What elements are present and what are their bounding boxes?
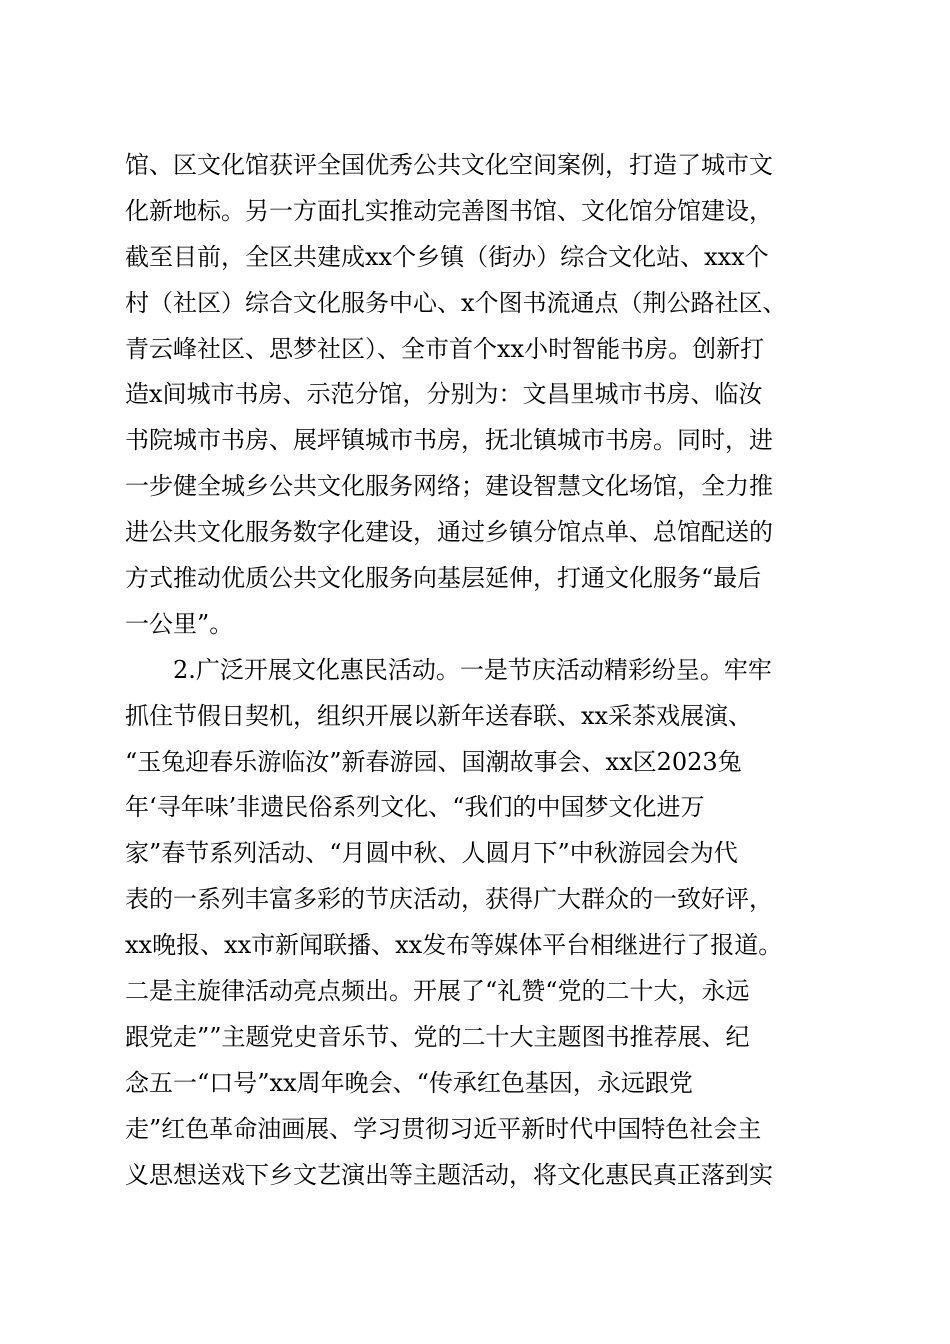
text-line: 馆、区文化馆获评全国优秀公共文化空间案例，打造了城市文 <box>125 151 773 179</box>
text-line: 走”红色革命油画展、学习贯彻习近平新时代中国特色社会主 <box>125 1114 762 1143</box>
body-text <box>125 143 825 1198</box>
text-line: 化新地标。另一方面扎实推动完善图书馆、文化馆分馆建设， <box>125 196 773 225</box>
text-line: xx晚报、xx市新闻联播、xx发布等媒体平台相继进行了报道。 <box>125 931 783 960</box>
text-line: 义思想送戏下乡文艺演出等主题活动，将文化惠民真正落到实 <box>125 1160 773 1189</box>
text-line: 一公里”。 <box>125 609 234 638</box>
text-line: 念五一“口号”xx周年晚会、“传承红色基因，永远跟党 <box>125 1068 693 1097</box>
text-line: 村（社区）综合文化服务中心、x个图书流通点（荆公路社区、 <box>125 288 787 317</box>
paragraph-start-line: 2.广泛开展文化惠民活动。一是节庆活动精彩纷呈。牢牢 <box>125 655 772 684</box>
text-line: 青云峰社区、思梦社区）、全市首个xx小时智能书房。创新打 <box>125 334 765 363</box>
text-line: 截至目前，全区共建成xx个乡镇（街办）综合文化站、xxx个 <box>125 242 769 271</box>
text-line: 家”春节系列活动、“月圆中秋、人圆月下”中秋游园会为代 <box>125 839 738 868</box>
text-line: 进公共文化服务数字化建设，通过乡镇分馆点单、总馆配送的 <box>125 518 773 547</box>
text-line: 书院城市书房、展坪镇城市书房，抚北镇城市书房。同时，进 <box>125 426 773 455</box>
text-line: “玉兔迎春乐游临汝”新春游园、国潮故事会、xx区2023兔 <box>125 747 742 776</box>
text-line: 抓住节假日契机，组织开展以新年送春联、xx采茶戏展演、 <box>125 701 753 730</box>
text-line: 一步健全城乡公共文化服务网络；建设智慧文化场馆，全力推 <box>125 472 773 501</box>
text-line: 造x间城市书房、示范分馆，分别为：文昌里城市书房、临汝 <box>125 380 763 409</box>
text-line: 表的一系列丰富多彩的节庆活动，获得广大群众的一致好评， <box>125 885 773 914</box>
text-line: 二是主旋律活动亮点频出。开展了“礼赞“党的二十大，永远 <box>125 977 750 1006</box>
text-line: 跟党走””主题党史音乐节、党的二十大主题图书推荐展、纪 <box>125 1022 750 1051</box>
text-line: 方式推动优质公共文化服务向基层延伸，打通文化服务“最后 <box>125 564 762 593</box>
text-line: 年‘寻年味’非遗民俗系列文化、“我们的中国梦文化进万 <box>125 793 705 822</box>
